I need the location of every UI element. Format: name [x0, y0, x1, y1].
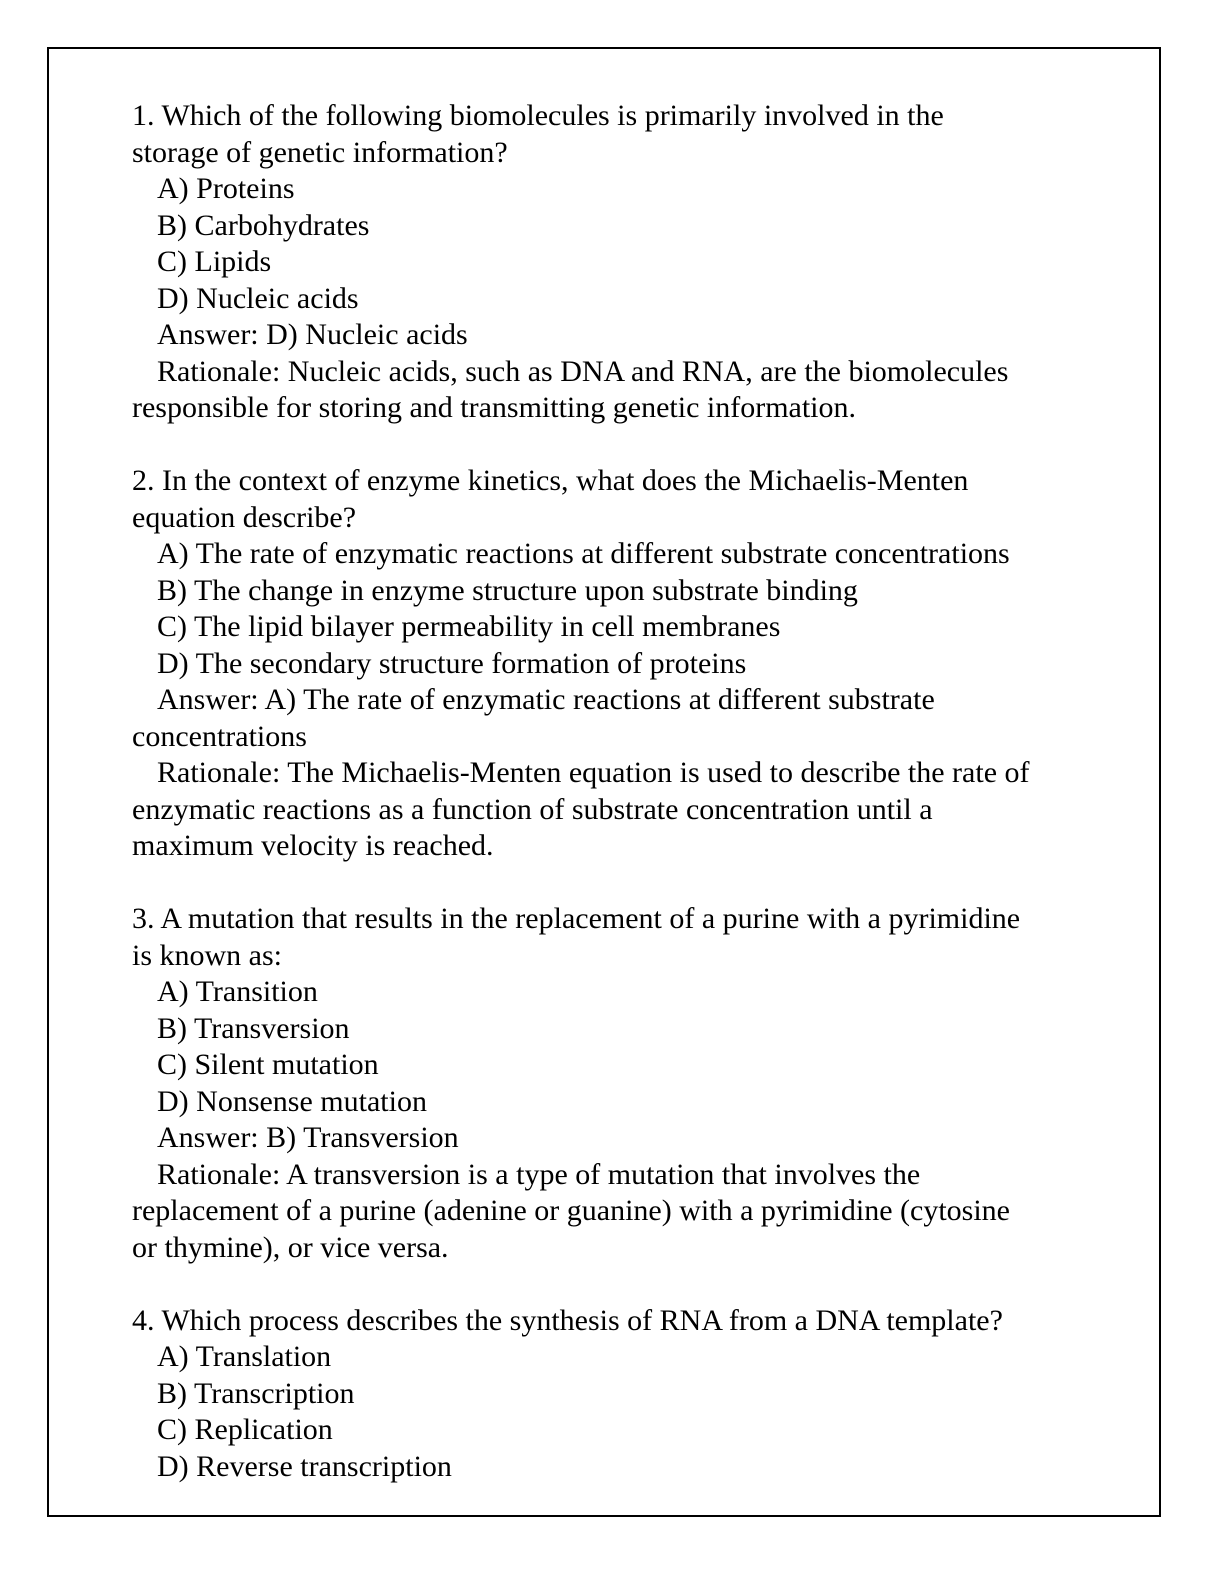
option-b: B) Transcription [157, 1376, 355, 1410]
rationale-line: maximum velocity is reached. [132, 829, 494, 862]
option-c: C) Silent mutation [157, 1048, 379, 1081]
option-b: B) The change in enzyme structure upon substrate binding [157, 573, 858, 607]
rationale-line: replacement of a purine (adenine or guanine) with a pyrimidine (cytosine [132, 1194, 1010, 1227]
answer-line: Answer: B) Transversion [157, 1121, 459, 1154]
answer-line: Answer: D) Nucleic acids [157, 318, 468, 351]
option-c: C) The lipid bilayer permeability in cell membranes [157, 610, 781, 643]
rationale-line: or thymine), or vice versa. [132, 1230, 449, 1264]
question-stem-line: 3. A mutation that results in the replacement of a purine with a pyrimidine [132, 902, 1021, 935]
option-a: A) Translation [157, 1340, 332, 1373]
option-a: A) The rate of enzymatic reactions at different substrate concentrations [157, 537, 1010, 570]
question-2 [132, 463, 1092, 865]
option-b: B) Carbohydrates [157, 208, 370, 242]
option-a: A) Proteins [157, 172, 295, 205]
question-stem-line: 1. Which of the following biomolecules is primarily involved in the [132, 99, 944, 132]
document-body [132, 98, 1092, 1485]
option-d: D) Nucleic acids [157, 281, 359, 315]
question-stem-line: equation describe? [132, 500, 357, 534]
question-4 [132, 1303, 1092, 1486]
option-a: A) Transition [157, 975, 318, 1008]
option-d: D) Reverse transcription [157, 1449, 452, 1483]
question-stem-line: 2. In the context of enzyme kinetics, what does the Michaelis-Menten [132, 464, 969, 497]
question-1 [132, 98, 1092, 427]
question-stem-line: 4. Which process describes the synthesis of RNA from a DNA template? [132, 1303, 1003, 1337]
option-d: D) Nonsense mutation [157, 1084, 427, 1118]
question-stem-line: is known as: [132, 938, 282, 972]
question-stem-line: storage of genetic information? [132, 135, 508, 169]
answer-line: concentrations [132, 719, 307, 753]
rationale-line: Rationale: A transversion is a type of mutation that involves the [157, 1157, 921, 1191]
answer-line: Answer: A) The rate of enzymatic reactions at different substrate [157, 683, 935, 716]
rationale-line: Rationale: Nucleic acids, such as DNA and RNA, are the biomolecules [157, 354, 1009, 388]
option-d: D) The secondary structure formation of proteins [157, 646, 747, 680]
option-b: B) Transversion [157, 1011, 350, 1045]
rationale-line: enzymatic reactions as a function of substrate concentration until a [132, 792, 933, 826]
option-c: C) Lipids [157, 245, 272, 278]
question-3 [132, 901, 1092, 1266]
option-c: C) Replication [157, 1413, 333, 1446]
rationale-line: responsible for storing and transmitting genetic information. [132, 391, 857, 424]
rationale-line: Rationale: The Michaelis-Menten equation is used to describe the rate of [157, 756, 1030, 789]
